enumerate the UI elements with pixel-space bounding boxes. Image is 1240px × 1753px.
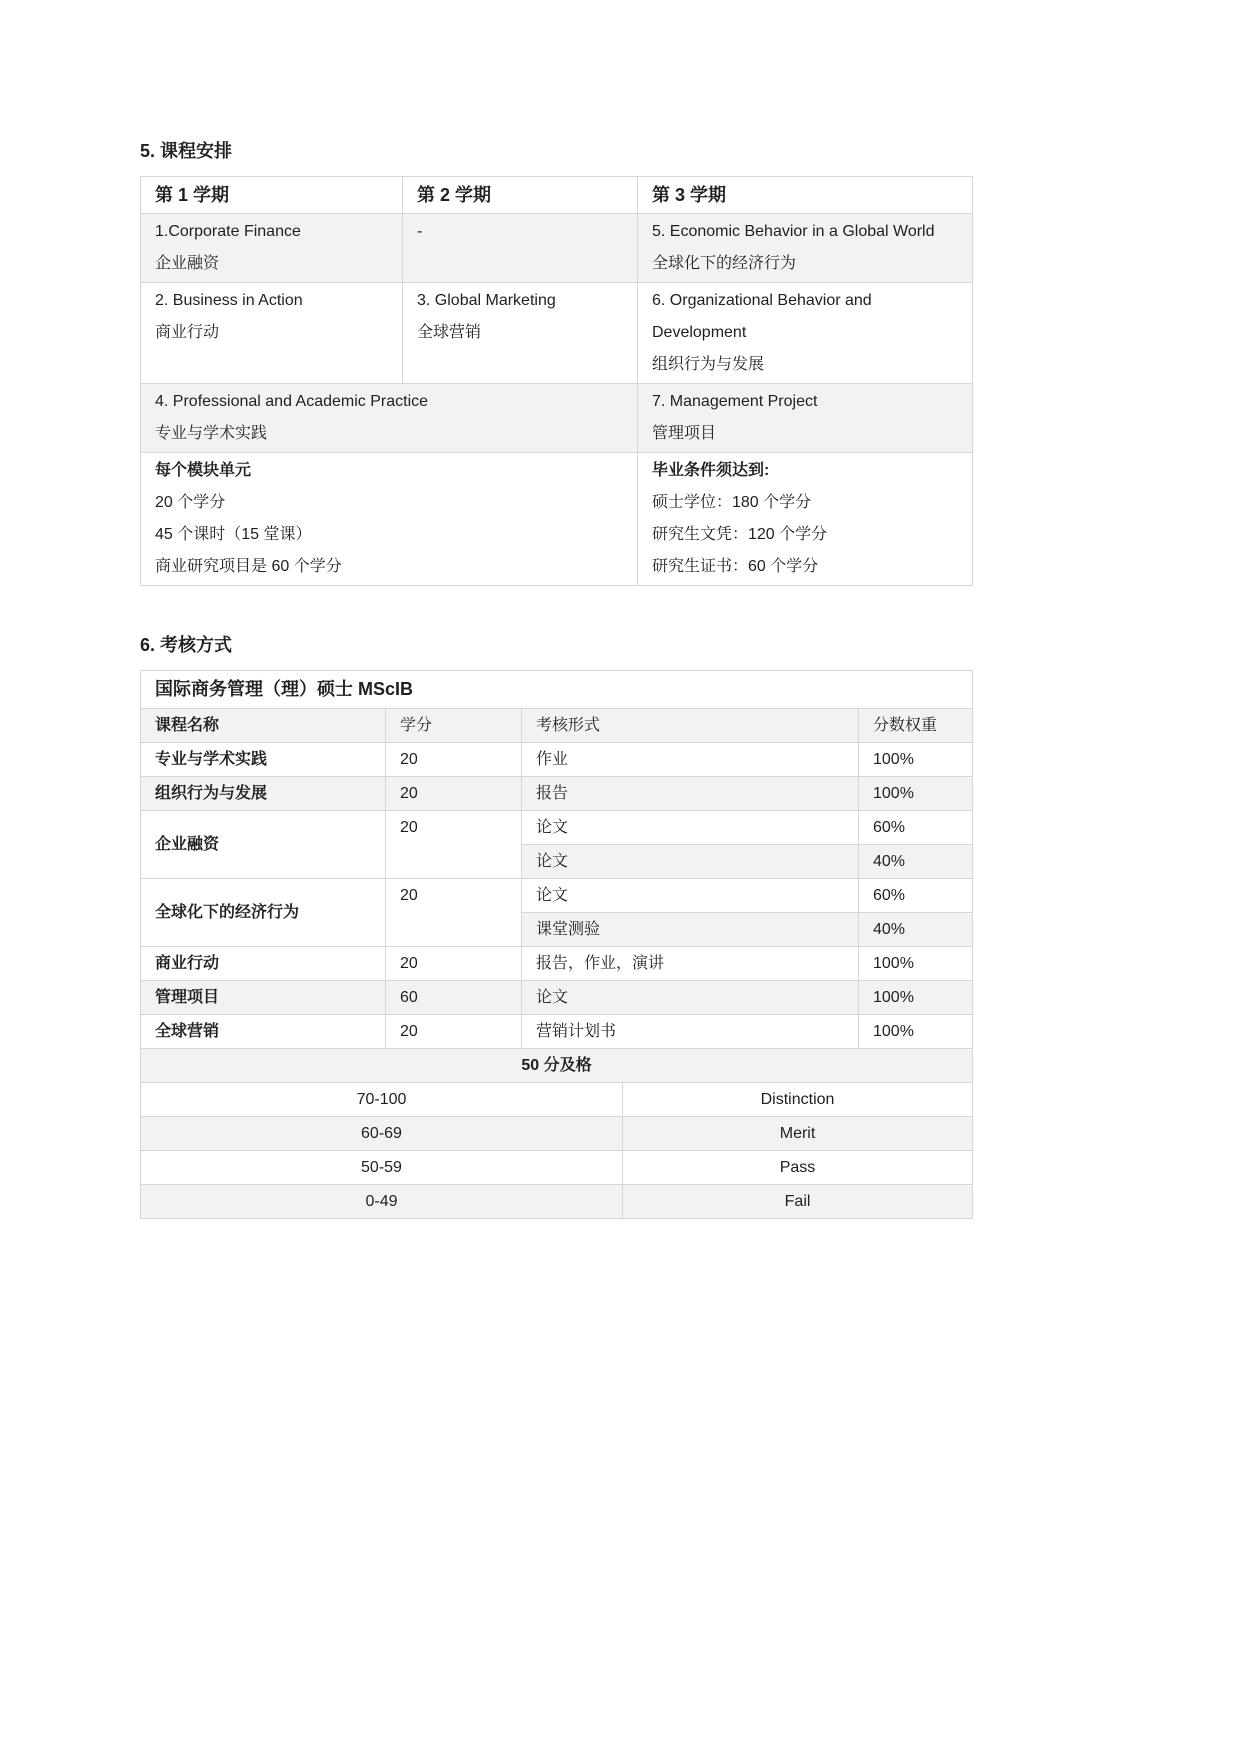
section-course-schedule — [140, 140, 972, 586]
table-row — [141, 743, 973, 777]
header-course-name: 课程名称 — [141, 709, 386, 743]
course-line-en: 1.Corporate Finance — [155, 223, 301, 240]
course-name: 商业行动 — [141, 947, 386, 981]
grade-band-row — [141, 1185, 973, 1219]
assessment-form: 论文 — [522, 845, 859, 879]
semester-3-header: 第 3 学期 — [638, 177, 973, 214]
schedule-header-row — [141, 177, 973, 214]
grade-label: Merit — [623, 1117, 973, 1151]
course-line-en: 4. Professional and Academic Practice — [155, 393, 429, 410]
table-row — [141, 1015, 973, 1049]
course-line-en: 3. Global Marketing — [417, 292, 556, 309]
table-row — [141, 981, 973, 1015]
grade-label: Distinction — [623, 1083, 973, 1117]
course-line-en: 6. Organizational Behavior and Development — [652, 292, 872, 341]
assessment-weight: 40% — [859, 913, 973, 947]
course-line-cn: 全球营销 — [417, 324, 482, 341]
course-name: 管理项目 — [141, 981, 386, 1015]
assessment-weight: 100% — [859, 777, 973, 811]
course-line-cn: 组织行为与发展 — [652, 356, 765, 373]
course-name: 企业融资 — [141, 811, 386, 879]
assessment-weight: 100% — [859, 743, 973, 777]
assessment-title-row — [141, 671, 973, 709]
course-line-cn: 全球化下的经济行为 — [652, 255, 797, 272]
grade-range: 70-100 — [141, 1083, 623, 1117]
assessment-weight: 100% — [859, 1015, 973, 1049]
course-line-cn: 管理项目 — [652, 425, 717, 442]
grade-band-row — [141, 1083, 973, 1117]
assessment-weight: 60% — [859, 811, 973, 845]
pass-threshold-note: 50 分及格 — [141, 1049, 973, 1083]
assessment-header-row — [141, 709, 973, 743]
semester-2-header: 第 2 学期 — [403, 177, 638, 214]
program-title: 国际商务管理（理）硕士 MScIB — [141, 671, 973, 709]
course-credits: 20 — [386, 879, 522, 947]
table-row — [141, 811, 973, 845]
cell-corporate-finance — [141, 214, 403, 283]
course-line-en: 5. Economic Behavior in a Global World — [652, 223, 935, 240]
assessment-weight: 100% — [859, 947, 973, 981]
grade-label: Pass — [623, 1151, 973, 1185]
section-heading-assessment: 6. 考核方式 — [140, 635, 233, 655]
module-info-line: 商业研究项目是 60 个学分 — [155, 558, 342, 575]
graduation-requirement-line: 研究生证书：60 个学分 — [652, 558, 819, 575]
graduation-requirement-line: 研究生文凭：120 个学分 — [652, 526, 828, 543]
schedule-row-2 — [141, 283, 973, 384]
course-name: 全球化下的经济行为 — [141, 879, 386, 947]
assessment-table — [140, 670, 973, 1219]
dash-placeholder: - — [417, 223, 423, 240]
assessment-form: 论文 — [522, 879, 859, 913]
cell-economic-behavior — [638, 214, 973, 283]
course-credits: 20 — [386, 743, 522, 777]
course-line-en: 7. Management Project — [652, 393, 818, 410]
schedule-row-3 — [141, 384, 973, 453]
assessment-weight: 60% — [859, 879, 973, 913]
course-line-cn: 专业与学术实践 — [155, 425, 268, 442]
table-row — [141, 777, 973, 811]
grade-label: Fail — [623, 1185, 973, 1219]
module-info-title: 每个模块单元 — [155, 462, 252, 479]
course-name: 专业与学术实践 — [141, 743, 386, 777]
cell-organizational-behavior — [638, 283, 973, 384]
schedule-row-4 — [141, 453, 973, 586]
pass-threshold-row — [141, 1049, 973, 1083]
module-info-line: 20 个学分 — [155, 494, 226, 511]
section-assessment-methods — [140, 634, 972, 1219]
cell-management-project — [638, 384, 973, 453]
course-name: 全球营销 — [141, 1015, 386, 1049]
assessment-weight: 40% — [859, 845, 973, 879]
cell-module-info — [141, 453, 638, 586]
course-credits: 20 — [386, 1015, 522, 1049]
assessment-form: 课堂测验 — [522, 913, 859, 947]
course-line-cn: 商业行动 — [155, 324, 220, 341]
header-assessment-form: 考核形式 — [522, 709, 859, 743]
graduation-requirements-title: 毕业条件须达到: — [652, 462, 770, 479]
course-name: 组织行为与发展 — [141, 777, 386, 811]
cell-sem2-empty — [403, 214, 638, 283]
header-credits: 学分 — [386, 709, 522, 743]
course-credits: 20 — [386, 811, 522, 879]
graduation-requirement-line: 硕士学位：180 个学分 — [652, 494, 812, 511]
grade-band-row — [141, 1151, 973, 1185]
assessment-form: 论文 — [522, 811, 859, 845]
cell-business-in-action — [141, 283, 403, 384]
table-row — [141, 879, 973, 913]
semester-1-header: 第 1 学期 — [141, 177, 403, 214]
cell-global-marketing — [403, 283, 638, 384]
section-heading-schedule: 5. 课程安排 — [140, 141, 233, 161]
grade-range: 50-59 — [141, 1151, 623, 1185]
course-schedule-table — [140, 176, 973, 586]
assessment-form: 作业 — [522, 743, 859, 777]
course-credits: 60 — [386, 981, 522, 1015]
grade-range: 0-49 — [141, 1185, 623, 1219]
header-weight: 分数权重 — [859, 709, 973, 743]
course-credits: 20 — [386, 777, 522, 811]
assessment-weight: 100% — [859, 981, 973, 1015]
module-info-line: 45 个课时（15 堂课） — [155, 526, 312, 543]
grade-band-row — [141, 1117, 973, 1151]
course-line-cn: 企业融资 — [155, 255, 220, 272]
course-line-en: 2. Business in Action — [155, 292, 303, 309]
assessment-form: 论文 — [522, 981, 859, 1015]
schedule-row-1 — [141, 214, 973, 283]
assessment-form: 报告，作业，演讲 — [522, 947, 859, 981]
course-credits: 20 — [386, 947, 522, 981]
assessment-form: 营销计划书 — [522, 1015, 859, 1049]
cell-graduation-requirements — [638, 453, 973, 586]
table-row — [141, 947, 973, 981]
cell-professional-academic-practice — [141, 384, 638, 453]
assessment-form: 报告 — [522, 777, 859, 811]
grade-range: 60-69 — [141, 1117, 623, 1151]
